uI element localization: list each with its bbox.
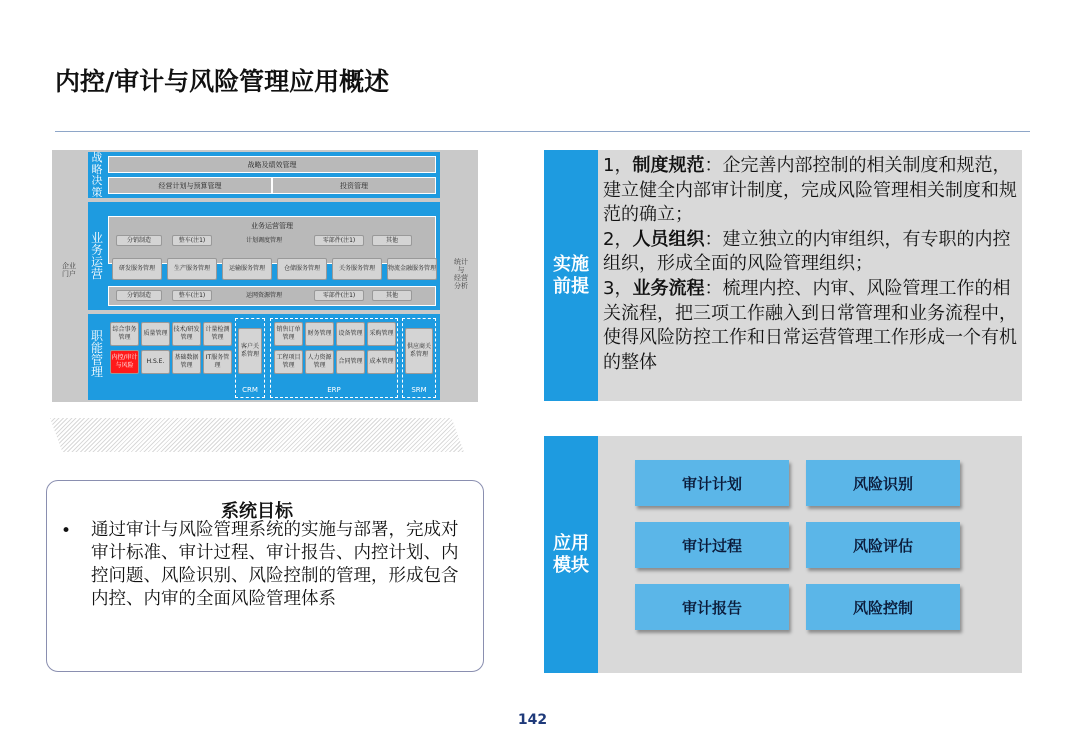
enterprise-portal-label: 企业 门户: [62, 262, 76, 278]
strategy-band: [88, 152, 440, 198]
modules-label: [544, 436, 598, 673]
erp-box: 人力资源管理: [305, 350, 334, 374]
ops-service-box: 仓储服务管理: [277, 258, 327, 280]
ops-row-b-item: 零部件(注1): [314, 290, 364, 301]
implementation-text: [603, 154, 1019, 375]
erp-box: 合同管理: [336, 350, 365, 374]
ops-row-a-item: 零部件(注1): [314, 235, 364, 246]
ops-row-b-item: 分销制造: [116, 290, 162, 301]
impl-item-body: ：企完善内部控制的相关制度和规范，建立健全内部审计制度，完成风险管理相关制度和规范的确立；: [603, 155, 1017, 226]
module-button[interactable]: 审计计划: [635, 460, 789, 506]
ops-service-box: 关务服务管理: [332, 258, 382, 280]
functional-band: [88, 314, 440, 400]
ops-row-b-item: 整车(注1): [172, 290, 212, 301]
function-box: 质量管理: [141, 322, 170, 346]
operations-label: 业务运营: [90, 231, 103, 281]
srm-box: 供应商关系管理: [405, 328, 433, 374]
system-goal-box: [46, 480, 484, 672]
implementation-label-text: 实施前提: [553, 253, 589, 297]
srm-label: SRM: [411, 386, 427, 394]
modules-label-text: 应用模块: [553, 532, 589, 576]
function-box: IT服务管理: [203, 350, 232, 374]
investment-box: 投资管理: [272, 177, 436, 194]
function-box: 基础数据管理: [172, 350, 201, 374]
erp-box: 销售订单管理: [274, 322, 303, 346]
erp-box: 工程项目管理: [274, 350, 303, 374]
ops-service-box: 物流金融服务管理: [387, 258, 437, 280]
strategy-label: 战略决策: [91, 151, 103, 199]
functional-label: 职能管理: [90, 329, 103, 379]
erp-box: 成本管理: [367, 350, 396, 374]
ops-row-b-item: 其他: [372, 290, 412, 301]
erp-box: 财务管理: [305, 322, 334, 346]
module-button[interactable]: 风险控制: [806, 584, 960, 630]
system-goal-text: 通过审计与风险管理系统的实施与部署，完成对审计标准、审计过程、审计报告、内控计划、内控问题、风险识别、风险控制的管理，形成包含内控、内审的全面风险管理体系: [91, 520, 459, 609]
statistics-analysis-label: 统计 与 经营 分析: [454, 258, 468, 290]
page-number: 142: [517, 712, 548, 728]
architecture-diagram: [52, 150, 478, 402]
impl-item-number: 3，: [603, 277, 633, 299]
impl-item-body: ：建立独立的内审组织，有专职的内控组织，形成全面的风险管理组织；: [603, 228, 1011, 275]
function-box: 技术/研发管理: [172, 322, 201, 346]
function-box: 计量检测管理: [203, 322, 232, 346]
ops-service-box: 研发服务管理: [112, 258, 162, 280]
function-box: 综合事务管理: [110, 322, 139, 346]
module-button[interactable]: 审计过程: [635, 522, 789, 568]
operations-top-bar: 业务运营管理: [251, 222, 293, 230]
impl-item-number: 2，: [603, 228, 633, 250]
impl-item-body: ：梳理内控、内审、风险管理工作的相关流程，把三项工作融入到日常管理和业务流程中，使得风险防控工作和日常运营管理工作形成一个有机的整体: [603, 277, 1017, 373]
crm-box: 客户关系管理: [238, 328, 262, 374]
system-goal-title: 系统目标: [221, 501, 293, 522]
ops-row-a-item: 计划调度管理: [245, 236, 282, 244]
operations-band: [88, 202, 440, 310]
function-box: H.S.E.: [141, 350, 170, 374]
ops-row-a-item: 整车(注1): [172, 235, 212, 246]
erp-box: 设备管理: [336, 322, 365, 346]
erp-box: 采购管理: [367, 322, 396, 346]
module-button[interactable]: 风险识别: [806, 460, 960, 506]
ops-row-a-item: 其他: [372, 235, 412, 246]
decorative-stripes: [50, 418, 464, 452]
impl-item-number: 1，: [603, 155, 633, 176]
erp-label: ERP: [327, 386, 341, 394]
impl-item-heading: 业务流程: [632, 277, 705, 299]
ops-service-box: 生产服务管理: [167, 258, 217, 280]
budget-box: 经营计划与预算管理: [108, 177, 272, 194]
ops-row-a-item: 分销制造: [116, 235, 162, 246]
impl-item-heading: 制度规范: [632, 155, 705, 176]
impl-item: [603, 154, 1019, 228]
crm-label: CRM: [242, 386, 258, 394]
impl-item: [603, 277, 1019, 375]
impl-item-heading: 人员组织: [632, 228, 705, 250]
ops-service-box: 运输服务管理: [222, 258, 272, 280]
internal-control-audit-risk-box: 内控/审计与风险: [110, 350, 139, 374]
implementation-label: [544, 150, 598, 401]
module-button[interactable]: 审计报告: [635, 584, 789, 630]
title-divider: [55, 131, 1030, 132]
module-button[interactable]: 风险评估: [806, 522, 960, 568]
strategy-performance-box: 战略及绩效管理: [108, 156, 436, 173]
ops-row-b-item: 运网资源管理: [245, 291, 282, 299]
page-title: 内控/审计与风险管理应用概述: [55, 67, 390, 96]
impl-item: [603, 228, 1019, 277]
bullet-icon: •: [61, 521, 72, 541]
